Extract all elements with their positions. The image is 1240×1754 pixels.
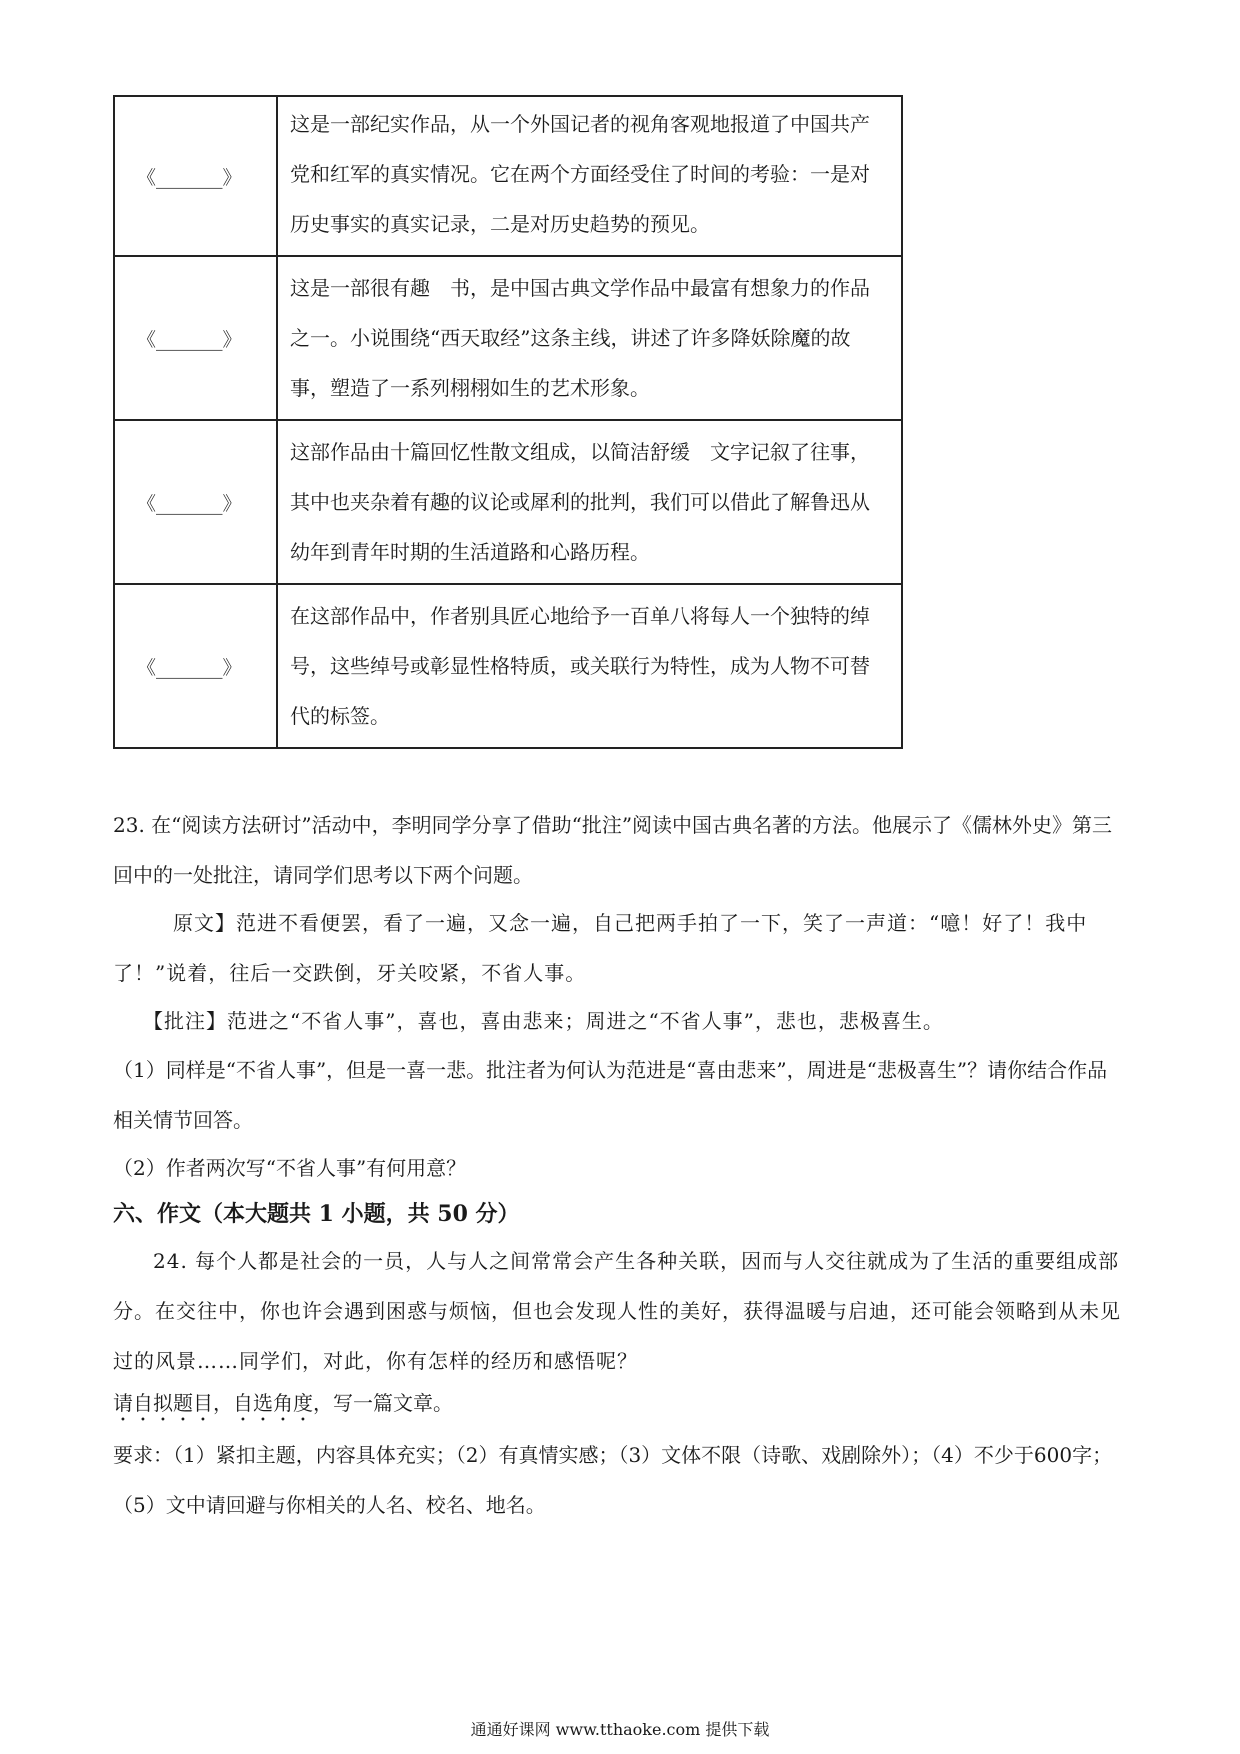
section-6-heading: 六、作文（本大题共 1 小题，共 50 分）: [113, 1201, 520, 1227]
book-description: 这是一部很有趣 书，是中国古典文学作品中最富有想象力的作品之一。小说围绕“西天取经”这条主线，讲述了许多降妖除魔的故事，塑造了一系列栩栩如生的艺术形象。: [277, 256, 902, 420]
book-title-blank: 《_______》: [114, 96, 277, 256]
instruction-tail: ，写一篇文章。: [313, 1391, 453, 1415]
book-title-blank: 《_______》: [114, 420, 277, 584]
question-23-original-text: 原文】范进不看便罢，看了一遍，又念一遍，自己把两手拍了一下，笑了一声道：“噫！好了！我中了！”说着，往后一交跌倒，牙关咬紧，不省人事。: [113, 911, 1088, 985]
table-row: [114, 256, 902, 420]
question-23-stem: 23. 在“阅读方法研讨”活动中，李明同学分享了借助“批注”阅读中国古典名著的方法。他展示了《儒林外史》第三回中的一处批注，请同学们思考以下两个问题。: [113, 813, 1113, 887]
instruction-separator: ，: [213, 1391, 233, 1415]
table-row: [114, 584, 902, 748]
question-23-annotation: 【批注】范进之“不省人事”，喜也，喜由悲来；周进之“不省人事”，悲也，悲极喜生。: [143, 1009, 944, 1033]
question-23-subquestion-1: （1）同样是“不省人事”，但是一喜一悲。批注者为何认为范进是“喜由悲来”，周进是“悲极喜生”？请你结合作品相关情节回答。: [113, 1058, 1108, 1132]
page-footer: 通通好课网 www.tthaoke.com 提供下载: [470, 1720, 770, 1739]
essay-requirements: 要求：（1）紧扣主题，内容具体充实；（2）有真情实感；（3）文体不限（诗歌、戏剧除外）；（4）不少于600字；（5）文中请回避与你相关的人名、校名、地名。: [113, 1443, 1113, 1517]
table-row: [114, 96, 902, 256]
book-title-blank: 《_______》: [114, 584, 277, 748]
book-title-blank: 《_______》: [114, 256, 277, 420]
book-description: 在这部作品中，作者别具匠心地给予一百单八将每人一个独特的绰号，这些绰号或彰显性格特质，或关联行为特性，成为人物不可替代的标签。: [277, 584, 902, 748]
book-matching-table: [113, 95, 903, 749]
table-row: [114, 420, 902, 584]
emphasis-self-title: 请自拟题目: [113, 1391, 213, 1415]
book-description: 这是一部纪实作品，从一个外国记者的视角客观地报道了中国共产党和红军的真实情况。它在两个方面经受住了时间的考验：一是对历史事实的真实记录，二是对历史趋势的预见。: [277, 96, 902, 256]
emphasis-choose-angle: 自选角度: [233, 1391, 313, 1415]
question-24-stem: 24. 每个人都是社会的一员，人与人之间常常会产生各种关联，因而与人交往就成为了生活的重要组成部分。在交往中，你也许会遇到困惑与烦恼，但也会发现人性的美好，获得温暖与启迪，还可能会领略到从未见过的风景……同学们，对此，你有怎样的经历和感悟呢？: [113, 1249, 1121, 1373]
book-description: 这部作品由十篇回忆性散文组成，以简洁舒缓 文字记叙了往事，其中也夹杂着有趣的议论或犀利的批判，我们可以借此了解鲁迅从幼年到青年时期的生活道路和心路历程。: [277, 420, 902, 584]
question-23-subquestion-2: （2）作者两次写“不省人事”有何用意？: [113, 1156, 467, 1180]
essay-instruction: [113, 1378, 1123, 1428]
